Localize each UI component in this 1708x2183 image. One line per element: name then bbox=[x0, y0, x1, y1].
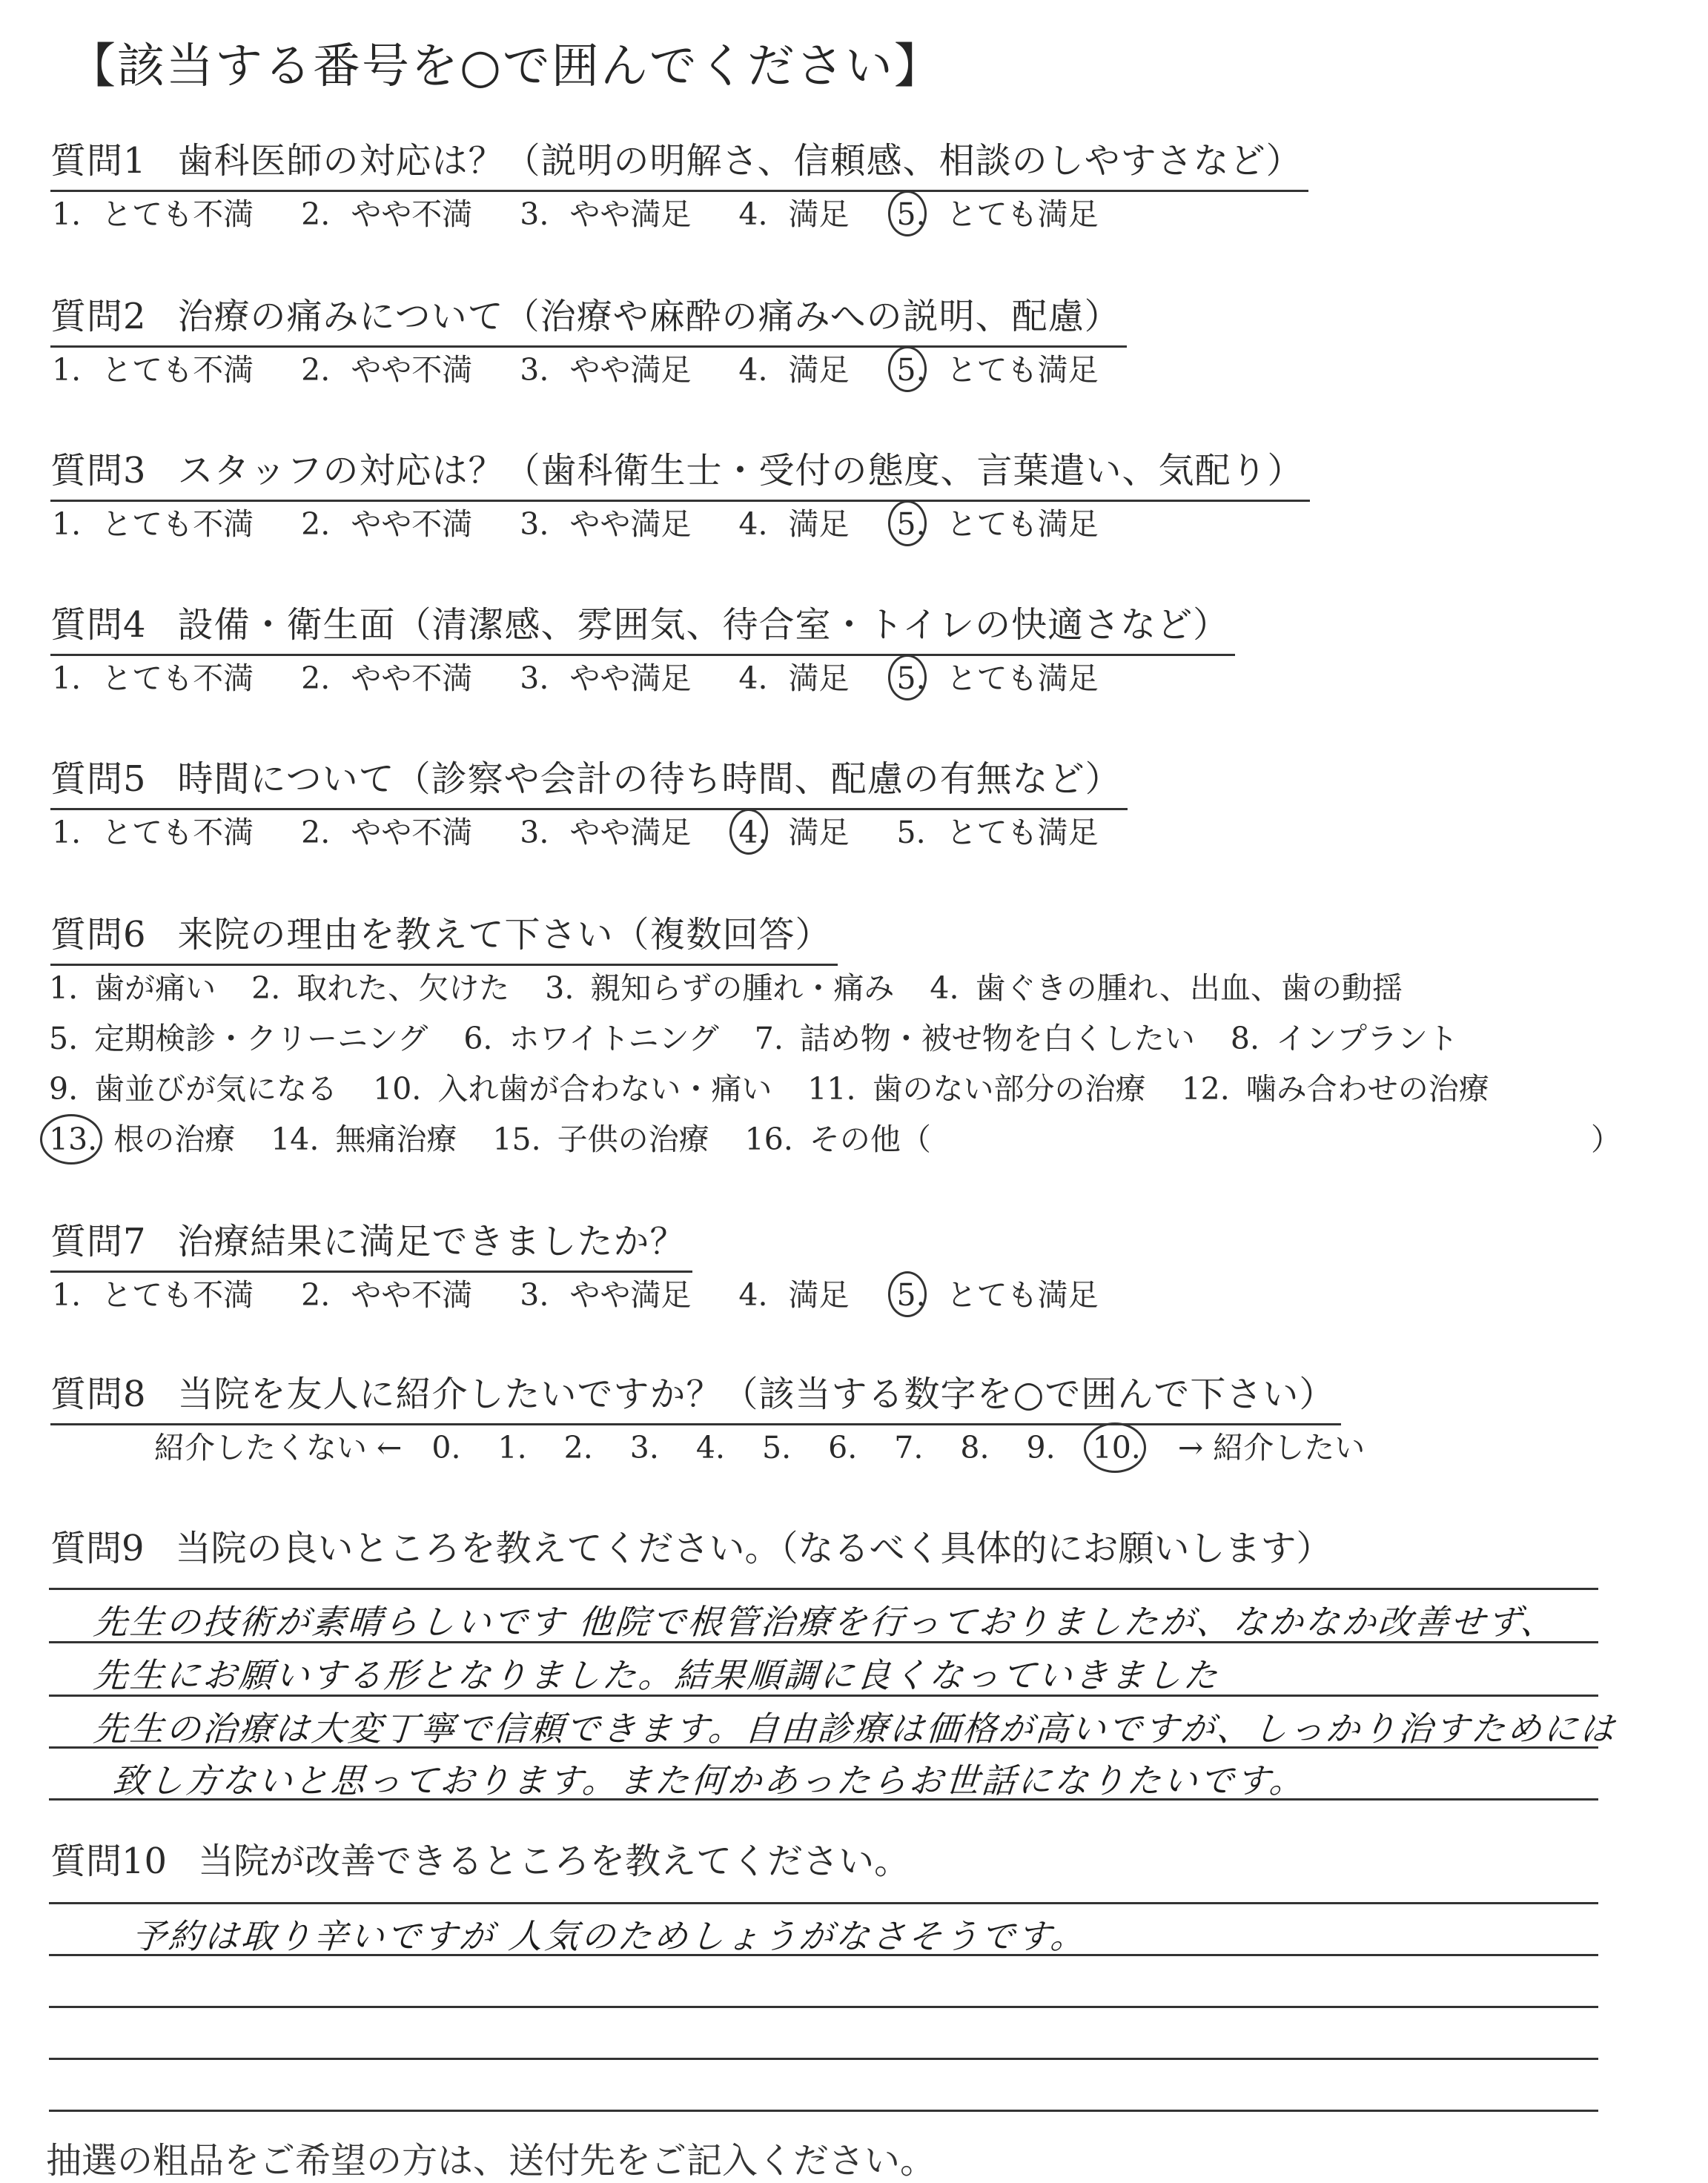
option-3[interactable]: 3. やや満足 bbox=[520, 196, 692, 232]
question-4-number: 質問4 bbox=[50, 604, 147, 646]
option-5[interactable]: 5. とても満足 bbox=[896, 815, 1099, 850]
question-3-number: 質問3 bbox=[50, 450, 147, 491]
reason-option[interactable]: 2. 取れた、欠けた bbox=[251, 970, 510, 1006]
scale-right-label: → 紹介したい bbox=[1177, 1430, 1366, 1465]
q10-answer-line[interactable]: 予約は取り辛いですが 人気のためしょうがなさそうです。 bbox=[130, 1916, 1088, 1956]
answer-rule bbox=[49, 1695, 1598, 1697]
answer-rule bbox=[49, 2058, 1598, 2060]
reason-row-4 bbox=[49, 1115, 967, 1159]
question-7-options bbox=[52, 1271, 1146, 1314]
reason-option[interactable]: 9. 歯並びが気になる bbox=[49, 1071, 338, 1107]
option-4[interactable]: 4. 満足 bbox=[738, 196, 850, 232]
answer-rule bbox=[49, 1954, 1598, 1956]
reason-row-1 bbox=[49, 964, 1438, 1007]
question-6-text: 来院の理由を教えて下さい（複数回答） bbox=[177, 914, 832, 955]
option-4[interactable]: 4. 満足 bbox=[738, 506, 850, 542]
option-5-selected[interactable]: 5. とても満足 bbox=[896, 196, 1099, 232]
question-9-title bbox=[50, 1520, 1332, 1571]
question-7-number: 質問7 bbox=[50, 1221, 147, 1262]
question-8-number: 質問8 bbox=[50, 1374, 147, 1415]
option-2[interactable]: 2. やや不満 bbox=[301, 660, 473, 696]
q9-answer-line[interactable]: 先生にお願いする形となりました。結果順調に良くなっていきました bbox=[92, 1655, 1221, 1695]
reason-option[interactable]: 7. 詰め物・被せ物を白くしたい bbox=[754, 1021, 1195, 1056]
option-4-selected[interactable]: 4. 満足 bbox=[738, 815, 850, 850]
question-10-title bbox=[50, 1832, 910, 1884]
option-3[interactable]: 3. やや満足 bbox=[520, 352, 692, 388]
question-2-title bbox=[50, 288, 1121, 346]
option-1[interactable]: 1. とても不満 bbox=[52, 352, 254, 388]
scale-value[interactable]: 8. bbox=[960, 1430, 990, 1465]
q9-answer-line[interactable]: 先生の治療は大変丁寧で信頼できます。自由診療は価格が高いですが、しっかり治すためには bbox=[92, 1709, 1618, 1749]
scale-value[interactable]: 7. bbox=[894, 1430, 924, 1465]
scale-value-selected[interactable]: 10. bbox=[1092, 1430, 1141, 1465]
question-5-title bbox=[50, 750, 1122, 809]
answer-rule bbox=[49, 1902, 1598, 1904]
reason-option-selected[interactable]: 13. 根の治療 bbox=[49, 1122, 236, 1157]
option-2[interactable]: 2. やや不満 bbox=[301, 815, 473, 850]
scale-value[interactable]: 2. bbox=[563, 1430, 593, 1465]
reason-option-other[interactable]: 16. その他（ bbox=[744, 1122, 931, 1157]
reason-option[interactable]: 1. 歯が痛い bbox=[49, 970, 216, 1006]
reason-option[interactable]: 10. 入れ歯が合わない・痛い bbox=[373, 1071, 772, 1107]
option-1[interactable]: 1. とても不満 bbox=[52, 1277, 254, 1313]
option-4[interactable]: 4. 満足 bbox=[738, 1277, 850, 1313]
footer-note: 抽選の粗品をご希望の方は、送付先をご記入ください。 bbox=[46, 2140, 936, 2182]
scale-value[interactable]: 9. bbox=[1026, 1430, 1056, 1465]
scale-value[interactable]: 4. bbox=[695, 1430, 726, 1465]
question-4-title bbox=[50, 596, 1229, 655]
question-6-number: 質問6 bbox=[50, 914, 147, 955]
answer-rule bbox=[49, 2006, 1598, 2008]
question-9-text: 当院の良いところを教えてください。（なるべく具体的にお願いします） bbox=[175, 1528, 1332, 1569]
option-3[interactable]: 3. やや満足 bbox=[520, 1277, 692, 1313]
reason-option[interactable]: 8. インプラント bbox=[1230, 1021, 1458, 1056]
question-3-title bbox=[50, 442, 1304, 500]
question-5-options bbox=[52, 808, 1146, 852]
option-3[interactable]: 3. やや満足 bbox=[520, 815, 692, 850]
question-6-title bbox=[50, 906, 832, 964]
option-2[interactable]: 2. やや不満 bbox=[301, 196, 473, 232]
reason-option[interactable]: 6. ホワイトニング bbox=[463, 1021, 719, 1056]
option-1[interactable]: 1. とても不満 bbox=[52, 196, 254, 232]
scale-value[interactable]: 5. bbox=[762, 1430, 792, 1465]
scale-value[interactable]: 0. bbox=[431, 1430, 461, 1465]
question-4-text: 設備・衛生面（清潔感、雰囲気、待合室・トイレの快適さなど） bbox=[177, 604, 1230, 646]
option-5-selected[interactable]: 5. とても満足 bbox=[896, 352, 1099, 388]
question-2-options bbox=[52, 345, 1146, 389]
scale-value[interactable]: 3. bbox=[629, 1430, 659, 1465]
reason-option[interactable]: 14. 無痛治療 bbox=[271, 1122, 457, 1157]
scale-value[interactable]: 6. bbox=[828, 1430, 858, 1465]
answer-rule bbox=[49, 1588, 1598, 1590]
option-3[interactable]: 3. やや満足 bbox=[520, 506, 692, 542]
option-1[interactable]: 1. とても不満 bbox=[52, 815, 254, 850]
reason-row-3 bbox=[49, 1064, 1489, 1108]
question-5-number: 質問5 bbox=[50, 758, 147, 800]
question-9-number: 質問9 bbox=[50, 1528, 145, 1569]
question-1-text: 歯科医師の対応は？（説明の明解さ、信頼感、相談のしやすさなど） bbox=[177, 140, 1302, 182]
question-10-number: 質問10 bbox=[50, 1841, 168, 1882]
question-3-options bbox=[52, 500, 1146, 543]
reason-option[interactable]: 15. 子供の治療 bbox=[492, 1122, 709, 1157]
question-1-title bbox=[50, 132, 1302, 191]
option-5-selected[interactable]: 5. とても満足 bbox=[896, 660, 1099, 696]
answer-rule bbox=[49, 2110, 1598, 2112]
question-5-text: 時間について（診察や会計の待ち時間、配慮の有無など） bbox=[177, 758, 1122, 800]
question-4-options bbox=[52, 654, 1146, 698]
other-close-paren: ） bbox=[1591, 1122, 1621, 1157]
option-3[interactable]: 3. やや満足 bbox=[520, 660, 692, 696]
q9-answer-line[interactable]: 先生の技術が素晴らしいです 他院で根管治療を行っておりましたが、なかなか改善せず、 bbox=[92, 1602, 1558, 1642]
question-8-title bbox=[50, 1365, 1335, 1424]
option-1[interactable]: 1. とても不満 bbox=[52, 660, 254, 696]
question-2-text: 治療の痛みについて（治療や麻酔の痛みへの説明、配慮） bbox=[177, 296, 1121, 337]
question-1-options bbox=[52, 190, 1146, 233]
option-2[interactable]: 2. やや不満 bbox=[301, 1277, 473, 1313]
option-1[interactable]: 1. とても不満 bbox=[52, 506, 254, 542]
reason-option[interactable]: 5. 定期検診・クリーニング bbox=[49, 1021, 428, 1056]
reason-option[interactable]: 12. 噛み合わせの治療 bbox=[1181, 1071, 1489, 1107]
answer-rule bbox=[49, 1641, 1598, 1643]
reason-option[interactable]: 4. 歯ぐきの腫れ、出血、歯の動揺 bbox=[930, 970, 1403, 1006]
option-2[interactable]: 2. やや不満 bbox=[301, 506, 473, 542]
option-5-selected[interactable]: 5. とても満足 bbox=[896, 506, 1099, 542]
question-2-number: 質問2 bbox=[50, 296, 147, 337]
answer-rule bbox=[49, 1746, 1598, 1749]
reason-option[interactable]: 11. 歯のない部分の治療 bbox=[807, 1071, 1146, 1107]
option-2[interactable]: 2. やや不満 bbox=[301, 352, 473, 388]
option-4[interactable]: 4. 満足 bbox=[738, 660, 850, 696]
reason-row-2 bbox=[49, 1014, 1494, 1058]
question-8-text: 当院を友人に紹介したいですか？（該当する数字を○で囲んで下さい） bbox=[177, 1374, 1336, 1415]
option-4[interactable]: 4. 満足 bbox=[738, 352, 850, 388]
page-header: 【該当する番号を○で囲んでください】 bbox=[68, 39, 943, 94]
answer-rule bbox=[49, 1798, 1598, 1801]
scale-value[interactable]: 1. bbox=[497, 1430, 527, 1465]
question-3-text: スタッフの対応は？（歯科衛生士・受付の態度、言葉遣い、気配り） bbox=[177, 450, 1304, 491]
scale-left-label: 紹介したくない ← bbox=[154, 1430, 403, 1465]
question-10-text: 当院が改善できるところを教えてください。 bbox=[198, 1841, 910, 1882]
reason-option[interactable]: 3. 親知らずの腫れ・痛み bbox=[545, 970, 895, 1006]
question-7-text: 治療結果に満足できましたか？ bbox=[177, 1221, 686, 1262]
option-5-selected[interactable]: 5. とても満足 bbox=[896, 1277, 1099, 1313]
question-1-number: 質問1 bbox=[50, 140, 147, 182]
recommend-scale bbox=[154, 1423, 1394, 1467]
question-7-title bbox=[50, 1213, 686, 1271]
q9-answer-line[interactable]: 致し方ないと思っております。また何かあったらお世話になりたいです。 bbox=[111, 1760, 1308, 1801]
